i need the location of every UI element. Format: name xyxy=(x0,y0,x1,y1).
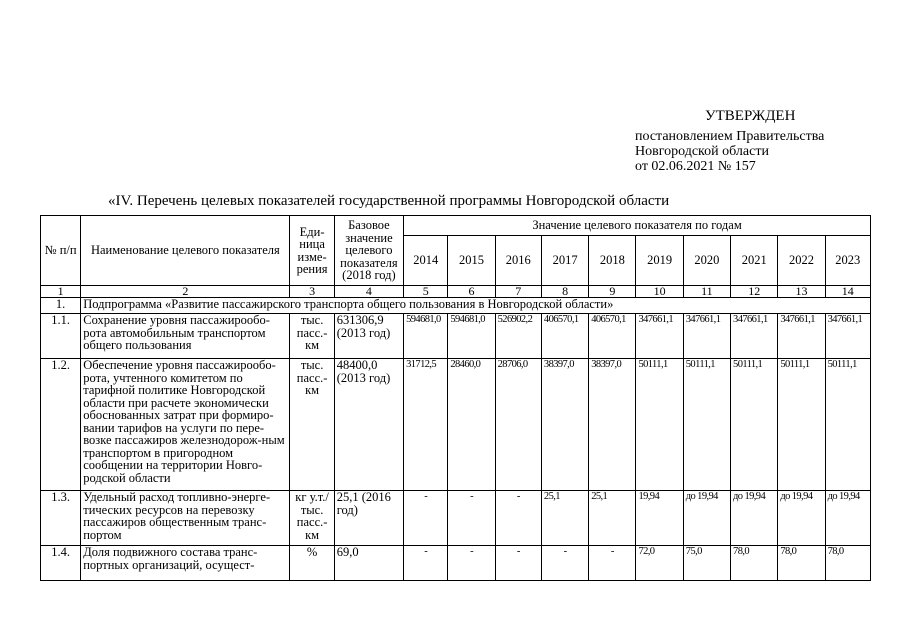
column-index: 14 xyxy=(825,286,870,298)
row-value: 347661,1 xyxy=(731,314,778,359)
row-no: 1.1. xyxy=(41,314,81,359)
row-value: 72,0 xyxy=(636,546,683,581)
row-value: 347661,1 xyxy=(778,314,825,359)
subprogram-name: Подпрограмма «Развитие пассажирского транспорта общего пользования в Новгородской области» xyxy=(81,298,871,314)
header-year: 2022 xyxy=(778,236,825,286)
row-value: - xyxy=(404,546,448,581)
header-year: 2020 xyxy=(683,236,730,286)
column-index: 11 xyxy=(683,286,730,298)
row-value: до 19,94 xyxy=(825,491,870,546)
row-base: 69,0 xyxy=(334,546,403,581)
approval-line-2: Новгородской области xyxy=(635,144,769,159)
row-value: - xyxy=(495,491,541,546)
table-row xyxy=(41,546,871,581)
row-unit: кг у.т./ тыс. пасс.-км xyxy=(290,491,334,546)
row-base: 48400,0 (2013 год) xyxy=(334,359,403,491)
column-index: 7 xyxy=(495,286,541,298)
row-value: 406570,1 xyxy=(589,314,636,359)
row-value: - xyxy=(448,546,495,581)
subprogram-row xyxy=(41,298,871,314)
row-value: до 19,94 xyxy=(683,491,730,546)
table-row xyxy=(41,359,871,491)
row-value: до 19,94 xyxy=(778,491,825,546)
subprogram-no: 1. xyxy=(41,298,81,314)
approval-title: УТВЕРЖДЕН xyxy=(705,108,796,124)
row-value: до 19,94 xyxy=(731,491,778,546)
row-base: 631306,9 (2013 год) xyxy=(334,314,403,359)
row-no: 1.4. xyxy=(41,546,81,581)
row-value: - xyxy=(404,491,448,546)
row-value: 50111,1 xyxy=(778,359,825,491)
row-value: - xyxy=(448,491,495,546)
header-no: № п/п xyxy=(41,216,81,286)
row-value: 28706,0 xyxy=(495,359,541,491)
header-unit: Еди-ница изме-рения xyxy=(290,216,334,286)
row-value: 25,1 xyxy=(541,491,588,546)
row-value: 594681,0 xyxy=(448,314,495,359)
column-index: 12 xyxy=(731,286,778,298)
column-index: 9 xyxy=(589,286,636,298)
row-value: 50111,1 xyxy=(825,359,870,491)
row-name: Удельный расход топливно-энерге-тических ресурсов на перевозку пассажиров общественным транс-портом xyxy=(81,491,290,546)
row-value: 50111,1 xyxy=(683,359,730,491)
row-value: 406570,1 xyxy=(541,314,588,359)
column-index: 3 xyxy=(290,286,334,298)
header-base: Базовое значение целевого показателя (2018 год) xyxy=(334,216,403,286)
row-name: Сохранение уровня пассажирообо-рота автомобильным транспортом общего пользования xyxy=(81,314,290,359)
row-value: 78,0 xyxy=(778,546,825,581)
row-value: 50111,1 xyxy=(636,359,683,491)
row-value: 75,0 xyxy=(683,546,730,581)
column-index: 1 xyxy=(41,286,81,298)
column-index: 5 xyxy=(404,286,448,298)
row-value: 78,0 xyxy=(731,546,778,581)
row-value: 526902,2 xyxy=(495,314,541,359)
approval-line-1: постановлением Правительства xyxy=(635,129,825,144)
header-year: 2017 xyxy=(541,236,588,286)
header-year: 2016 xyxy=(495,236,541,286)
row-no: 1.3. xyxy=(41,491,81,546)
row-unit: тыс. пасс.-км xyxy=(290,359,334,491)
table-row xyxy=(41,491,871,546)
row-value: 19,94 xyxy=(636,491,683,546)
row-value: 78,0 xyxy=(825,546,870,581)
header-year: 2021 xyxy=(731,236,778,286)
header-year: 2023 xyxy=(825,236,870,286)
document-title: «IV. Перечень целевых показателей государственной программы Новгородской области xyxy=(108,193,670,209)
column-index: 4 xyxy=(334,286,403,298)
header-years-group: Значение целевого показателя по годам xyxy=(404,216,871,236)
row-value: 347661,1 xyxy=(636,314,683,359)
table-row xyxy=(41,314,871,359)
header-year: 2014 xyxy=(404,236,448,286)
row-base: 25,1 (2016 год) xyxy=(334,491,403,546)
row-value: 594681,0 xyxy=(404,314,448,359)
row-value: 38397,0 xyxy=(589,359,636,491)
row-value: 38397,0 xyxy=(541,359,588,491)
row-value: - xyxy=(495,546,541,581)
row-value: - xyxy=(589,546,636,581)
column-index: 13 xyxy=(778,286,825,298)
row-value: 31712,5 xyxy=(404,359,448,491)
row-unit: % xyxy=(290,546,334,581)
row-value: - xyxy=(541,546,588,581)
column-index: 8 xyxy=(541,286,588,298)
column-index: 6 xyxy=(448,286,495,298)
approval-block xyxy=(635,109,895,174)
row-value: 347661,1 xyxy=(683,314,730,359)
row-value: 50111,1 xyxy=(731,359,778,491)
row-no: 1.2. xyxy=(41,359,81,491)
column-index: 2 xyxy=(81,286,290,298)
row-name: Доля подвижного состава транс-портных организаций, осущест- xyxy=(81,546,290,581)
row-value: 28460,0 xyxy=(448,359,495,491)
header-year: 2019 xyxy=(636,236,683,286)
target-indicators-table xyxy=(40,215,871,581)
column-index: 10 xyxy=(636,286,683,298)
row-value: 347661,1 xyxy=(825,314,870,359)
row-unit: тыс. пасс.-км xyxy=(290,314,334,359)
header-name: Наименование целевого показателя xyxy=(81,216,290,286)
column-index-row xyxy=(41,286,871,298)
header-year: 2018 xyxy=(589,236,636,286)
header-year: 2015 xyxy=(448,236,495,286)
row-name: Обеспечение уровня пассажирообо-рота, учтенного комитетом по тарифной политике Новгородской области при расчете экономически обоснованных затрат при формиро-вании тарифов на услуги по пере-возке пассажиров железнодорож-ным транспортом в пригородном сообщении на территории Новго-родской области xyxy=(81,359,290,491)
approval-line-3: от 02.06.2021 № 157 xyxy=(635,159,756,174)
row-value: 25,1 xyxy=(589,491,636,546)
